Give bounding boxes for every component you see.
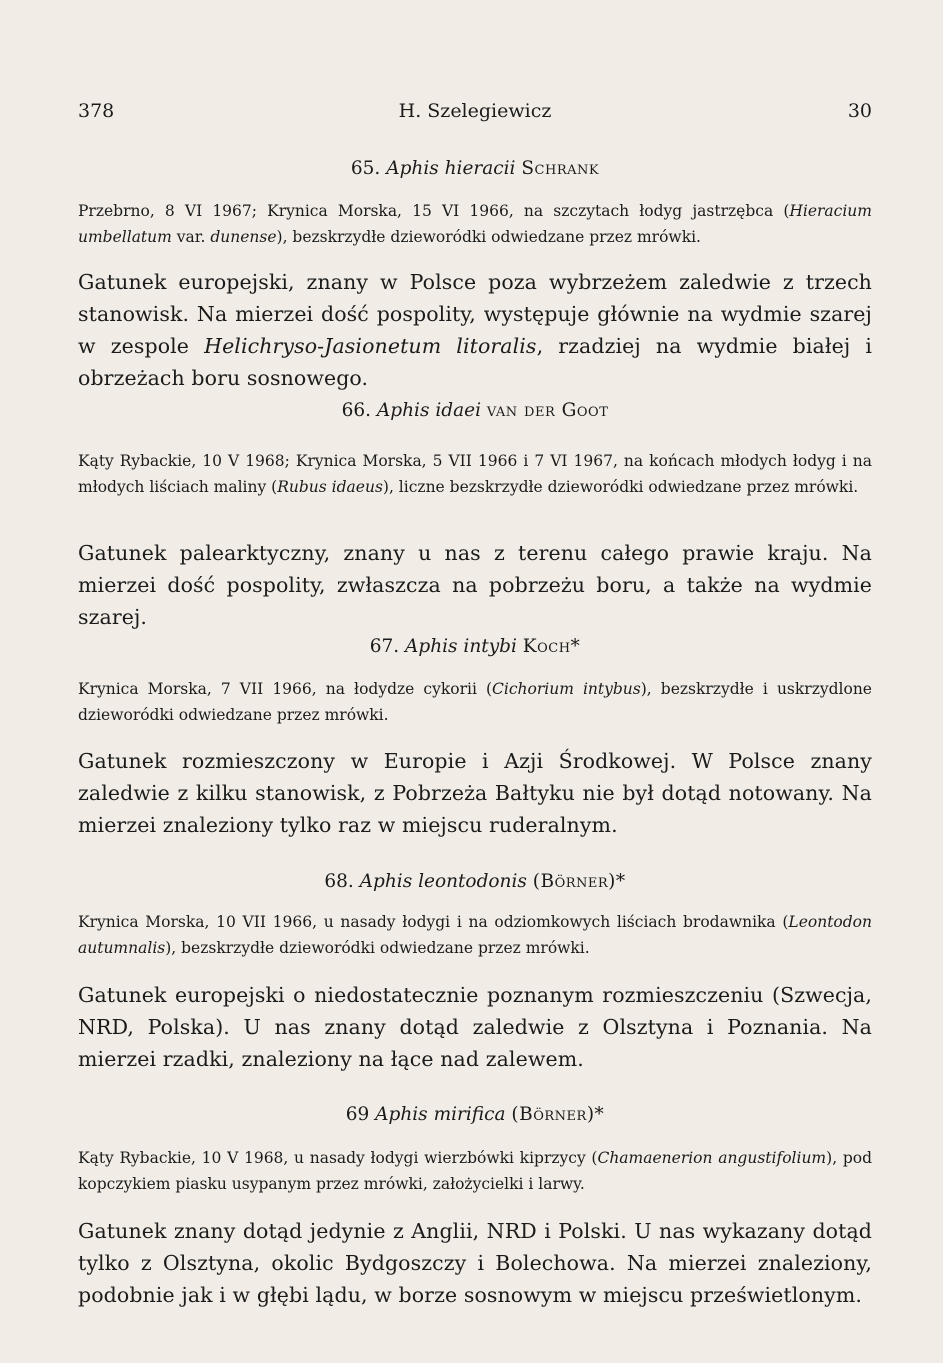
- record-paragraph-65: Przebrno, 8 VI 1967; Krynica Morska, 15 VI 1966, na szczytach łodyg jastrzębca (Hieracium umbellatum var. dunense), bezskrzydłe dzieworódki odwiedzane przez mrówki.: [78, 202, 872, 246]
- record-paragraph-69: Kąty Rybackie, 10 V 1968, u nasady łodygi wierzbówki kiprzycy (Chamaenerion angustifolium), pod kopczykiem piasku usypanym przez mrówki, założycielki i larwy.: [78, 1149, 872, 1193]
- species-author: (Börner)*: [532, 871, 626, 892]
- species-heading-68: [78, 871, 872, 892]
- entry-number: 67.: [369, 636, 400, 657]
- running-header: [78, 100, 872, 130]
- volume-number: 30: [847, 100, 872, 122]
- species-author: Schrank: [521, 158, 600, 179]
- genus-name: Aphis: [386, 158, 439, 179]
- record-paragraph-67: Krynica Morska, 7 VII 1966, na łodydze cykorii (Cichorium intybus), bezskrzydłe i uskrzydlone dzieworódki odwiedzane przez mrówki.: [78, 680, 872, 724]
- entry-number: 68.: [324, 871, 354, 892]
- body-paragraph-65: Gatunek europejski, znany w Polsce poza wybrzeżem zaledwie z trzech stanowisk. Na mierzei dość pospolity, występuje głównie na wydmie szarej w zespole Helichryso-Jasionetum litoralis, rzadziej na wydmie białej i obrzeżach boru sosnowego.: [78, 270, 873, 390]
- running-author: H. Szelegiewicz: [398, 100, 552, 122]
- species-heading-66: [78, 400, 872, 421]
- species-author: van der Goot: [486, 400, 609, 421]
- species-author: (Börner)*: [511, 1104, 605, 1125]
- entry-number: 66.: [341, 400, 372, 421]
- page-number: 378: [78, 100, 115, 122]
- species-name: mirifica: [433, 1104, 506, 1125]
- body-paragraph-69: Gatunek znany dotąd jedynie z Anglii, NRD i Polski. U nas wykazany dotąd tylko z Olsztyna, okolic Bydgoszczy i Bolechowa. Na mierzei znaleziony, podobnie jak i w głębi lądu, w borze sosnowym w miejscu prześwietlonym.: [78, 1219, 872, 1307]
- species-heading-67: [78, 636, 872, 657]
- species-heading-65: [78, 158, 872, 179]
- record-paragraph-68: Krynica Morska, 10 VII 1966, u nasady łodygi i na odziomkowych liściach brodawnika (Leontodon autumnalis), bezskrzydłe dzieworódki odwiedzane przez mrówki.: [78, 913, 872, 957]
- species-name: idaei: [435, 400, 481, 421]
- body-paragraph-67: Gatunek rozmieszczony w Europie i Azji Środkowej. W Polsce znany zaledwie z kilku stanowisk, z Pobrzeża Bałtyku nie był dotąd notowany. Na mierzei znaleziony tylko raz w miejscu ruderalnym.: [78, 749, 872, 837]
- entry-number: 65.: [350, 158, 381, 179]
- species-heading-69: [78, 1104, 872, 1125]
- species-name: hieracii: [444, 158, 516, 179]
- body-paragraph-68: Gatunek europejski o niedostatecznie poznanym rozmieszczeniu (Szwecja, NRD, Polska). U nas znany dotąd zaledwie z Olsztyna i Poznania. Na mierzei rzadki, znaleziony na łące nad zalewem.: [78, 983, 872, 1071]
- species-author: Koch*: [522, 636, 581, 657]
- species-name: leontodonis: [418, 871, 527, 892]
- genus-name: Aphis: [405, 636, 458, 657]
- entry-number: 69: [345, 1104, 370, 1125]
- record-paragraph-66: Kąty Rybackie, 10 V 1968; Krynica Morska, 5 VII 1966 i 7 VI 1967, na końcach młodych łodyg i na młodych liściach maliny (Rubus idaeus), liczne bezskrzydłe dzieworódki odwiedzane przez mrówki.: [78, 452, 872, 496]
- genus-name: Aphis: [359, 871, 413, 892]
- species-name: intybi: [463, 636, 517, 657]
- genus-name: Aphis: [375, 1104, 428, 1125]
- body-paragraph-66: Gatunek palearktyczny, znany u nas z terenu całego prawie kraju. Na mierzei dość pospolity, zwłaszcza na pobrzeżu boru, a także na wydmie szarej.: [78, 541, 872, 629]
- genus-name: Aphis: [376, 400, 430, 421]
